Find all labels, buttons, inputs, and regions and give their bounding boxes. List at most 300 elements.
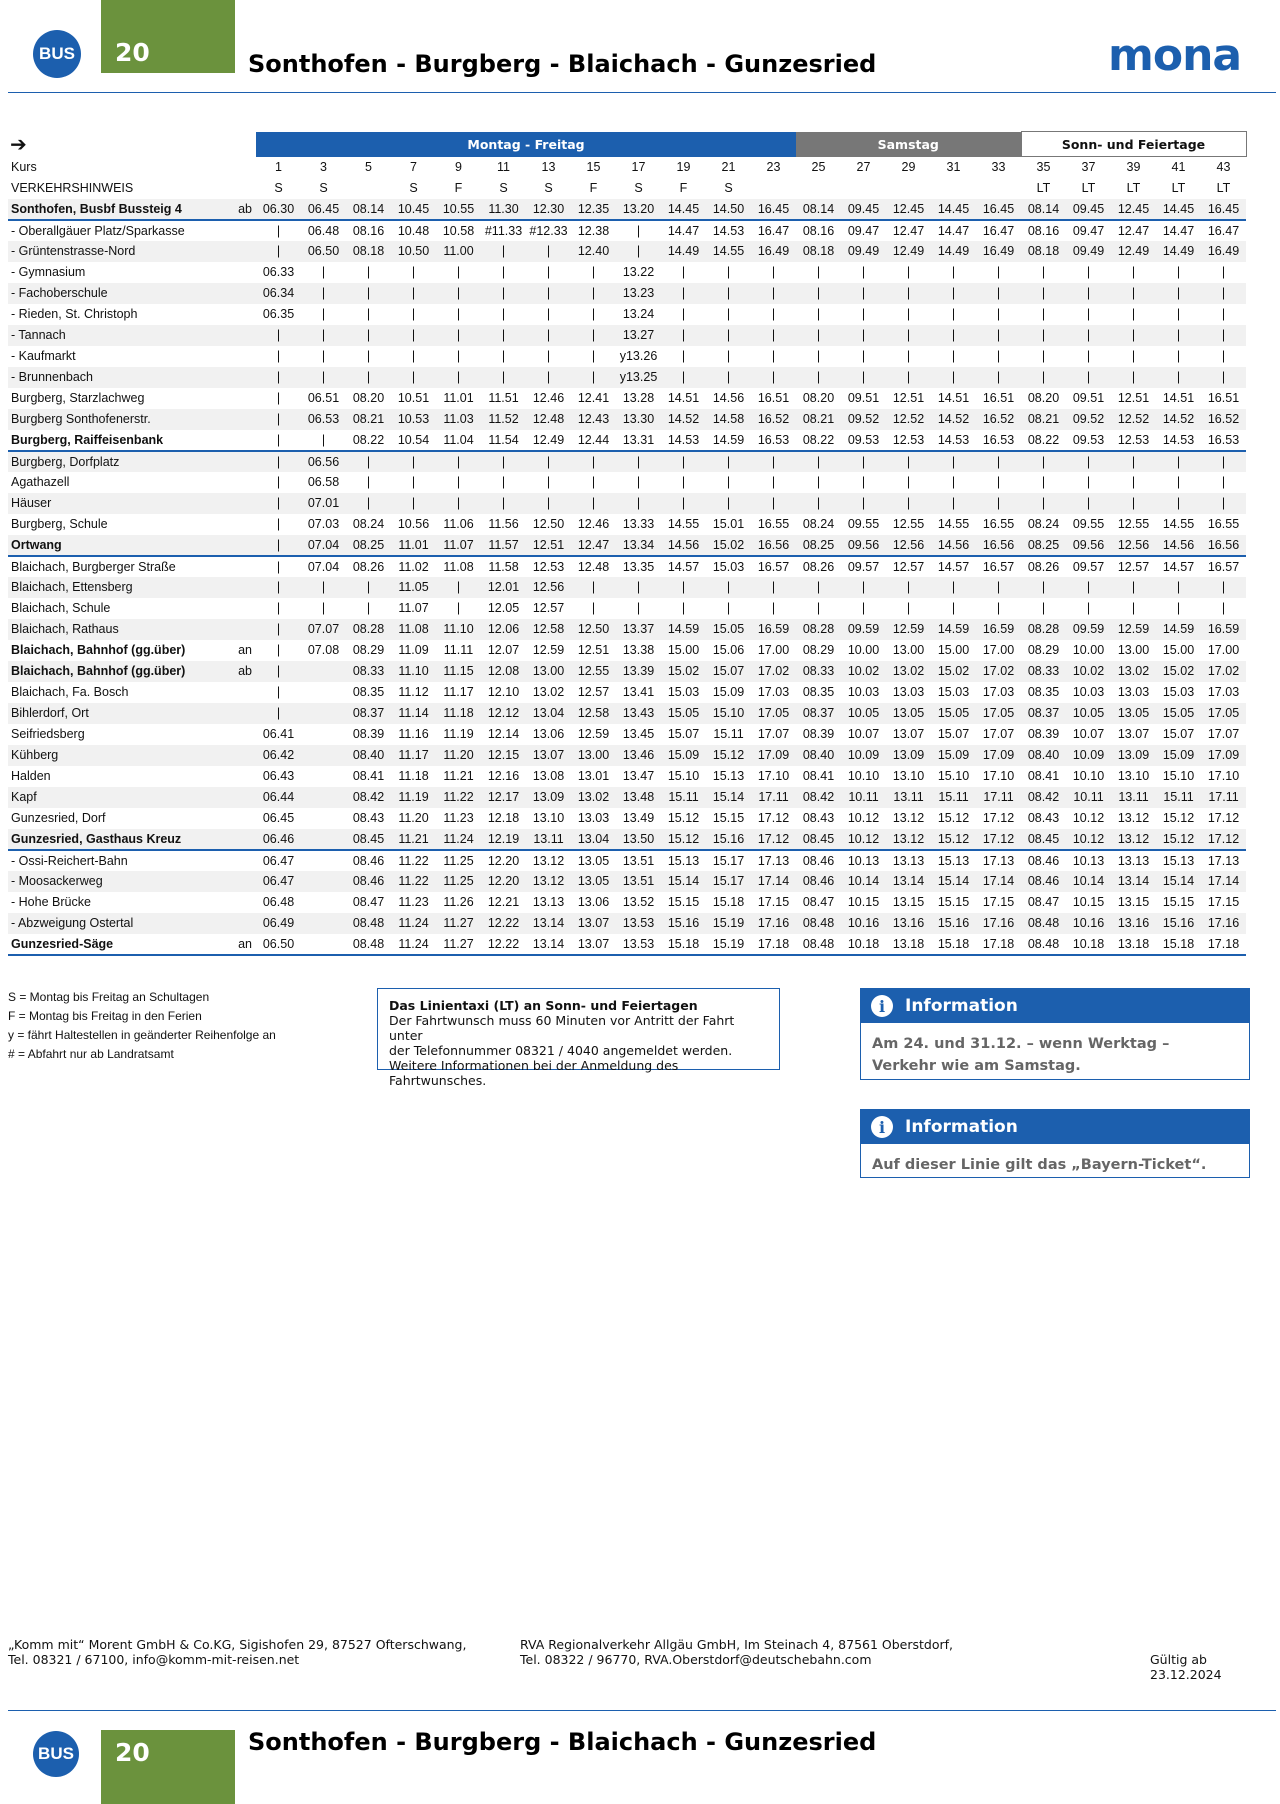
stop-row [8, 262, 1246, 283]
departure-time: | [996, 307, 1001, 321]
hinweis-code: S [409, 181, 418, 195]
departure-time: | [256, 661, 301, 682]
departure-time: 09.47 [1072, 223, 1105, 238]
departure-time: 11.12 [398, 685, 429, 699]
departure-time: 08.21 [346, 409, 391, 430]
stop-row [8, 472, 1246, 493]
departure-time: | [906, 475, 911, 489]
departure-time: 11.21 [443, 769, 474, 783]
departure-time: 06.45 [262, 811, 295, 825]
departure-time: | [1021, 367, 1066, 388]
departure-time: 15.00 [667, 643, 700, 657]
stop-name: Gunzesried, Gasthaus Kreuz [8, 829, 226, 850]
departure-time: | [931, 451, 976, 472]
departure-time: 08.46 [802, 853, 835, 868]
stop-row [8, 724, 1246, 745]
departure-time: | [571, 493, 616, 514]
departure-time: 08.48 [1021, 913, 1066, 934]
footer-line: Tel. 08321 / 67100, info@komm-mit-reisen.net [8, 1652, 300, 1667]
hinweis-label: VERKEHRSHINWEIS [11, 181, 134, 195]
departure-time: 06.35 [262, 307, 295, 321]
departure-time: 15.12 [667, 811, 700, 825]
arr-dep-marker [226, 472, 256, 493]
departure-time: 12.47 [1117, 223, 1150, 238]
departure-time: | [861, 349, 866, 363]
info-icon: i [871, 995, 893, 1017]
departure-time: 16.51 [1207, 391, 1240, 405]
departure-time: 13.07 [526, 745, 571, 766]
departure-time: 14.55 [937, 517, 970, 531]
departure-time: 12.58 [571, 703, 616, 724]
departure-time: 12.53 [532, 559, 565, 574]
departure-time: | [546, 349, 551, 363]
departure-time: 08.40 [796, 745, 841, 766]
departure-time: 15.18 [661, 934, 706, 955]
hinweis-code [796, 178, 841, 199]
departure-time: | [366, 475, 371, 489]
departure-time: 06.49 [256, 913, 301, 934]
departure-time: 15.19 [706, 913, 751, 934]
departure-time: | [526, 283, 571, 304]
departure-time: 08.46 [352, 853, 385, 868]
departure-time: | [1111, 451, 1156, 472]
kurs-number: 33 [991, 160, 1006, 174]
stop-row [8, 892, 1246, 913]
departure-time: 06.58 [307, 475, 340, 489]
departure-time: 17.13 [1207, 853, 1240, 868]
departure-time: | [456, 265, 461, 279]
departure-time: 17.05 [976, 703, 1021, 724]
departure-time: 12.52 [1111, 409, 1156, 430]
departure-time: 11.03 [436, 409, 481, 430]
departure-time: 08.16 [352, 223, 385, 238]
departure-time: 06.42 [256, 745, 301, 766]
departure-time: 07.03 [307, 517, 340, 531]
departure-time: 14.51 [937, 391, 970, 405]
stop-row [8, 514, 1246, 535]
legend-item: S = Montag bis Freitag an Schultagen [8, 990, 210, 1004]
stop-row [8, 934, 1246, 955]
departure-time: 16.49 [1201, 241, 1246, 262]
departure-time: 08.48 [796, 913, 841, 934]
bus-badge: BUS [33, 1731, 79, 1777]
stop-name: - Brunnenbach [8, 367, 226, 388]
stop-row [8, 661, 1246, 682]
stop-row [8, 409, 1246, 430]
departure-time: 06.34 [256, 283, 301, 304]
departure-time: | [951, 601, 956, 615]
departure-time: 09.57 [847, 559, 880, 574]
departure-time: 12.55 [571, 661, 616, 682]
departure-time: 09.57 [1072, 559, 1105, 574]
departure-time: 09.59 [841, 619, 886, 640]
departure-time: 11.24 [391, 934, 436, 955]
arr-dep-marker [226, 409, 256, 430]
departure-time: | [1201, 367, 1246, 388]
departure-time: 14.49 [661, 241, 706, 262]
departure-time: | [841, 577, 886, 598]
departure-time: | [1111, 367, 1156, 388]
departure-time: 08.22 [1021, 430, 1066, 451]
departure-time: 12.59 [886, 619, 931, 640]
departure-time: 08.48 [1021, 934, 1066, 955]
departure-time: 15.14 [931, 871, 976, 892]
departure-time: 07.04 [307, 559, 340, 574]
departure-time: | [321, 349, 326, 363]
stop-row [8, 913, 1246, 934]
kurs-label: Kurs [11, 160, 37, 174]
arr-dep-marker [226, 346, 256, 367]
departure-time: 09.55 [847, 517, 880, 531]
departure-time: 08.25 [796, 535, 841, 556]
stop-name: Burgberg, Schule [11, 517, 108, 531]
departure-time: | [841, 367, 886, 388]
departure-time: 17.16 [976, 913, 1021, 934]
departure-time: 10.11 [841, 787, 886, 808]
departure-time: 12.43 [571, 409, 616, 430]
hinweis-code: F [454, 181, 463, 195]
departure-time: | [1221, 307, 1226, 321]
departure-time: 17.05 [1201, 703, 1246, 724]
departure-time: 14.52 [1156, 409, 1201, 430]
departure-time: 15.07 [706, 661, 751, 682]
departure-time: | [1021, 325, 1066, 346]
departure-time: 13.35 [622, 559, 655, 574]
departure-time: 06.43 [262, 769, 295, 783]
stop-name: Gunzesried-Säge [8, 934, 226, 955]
arr-dep-marker [226, 724, 256, 745]
departure-time: 10.00 [847, 643, 880, 657]
departure-time: | [526, 241, 571, 262]
departure-time: 13.14 [1111, 871, 1156, 892]
departure-time: 11.54 [481, 430, 526, 451]
departure-time: 17.15 [757, 895, 790, 909]
departure-time: | [771, 307, 776, 321]
departure-time: 08.42 [796, 787, 841, 808]
departure-time: 10.51 [397, 391, 430, 405]
departure-time: | [796, 451, 841, 472]
departure-time: 17.12 [982, 811, 1015, 825]
departure-time: 15.14 [706, 787, 751, 808]
arr-dep-marker [226, 892, 256, 913]
departure-time: | [1176, 307, 1181, 321]
departure-time: 13.09 [526, 787, 571, 808]
stop-name: - Gymnasium [11, 265, 86, 279]
arr-dep-marker [226, 913, 256, 934]
stop-name: - Abzweigung Ostertal [8, 913, 226, 934]
departure-time: 14.55 [706, 241, 751, 262]
departure-time: 13.12 [1117, 811, 1150, 825]
departure-time: | [411, 349, 416, 363]
departure-time: 06.47 [256, 871, 301, 892]
departure-time: 13.00 [526, 661, 571, 682]
departure-time: | [1086, 349, 1091, 363]
departure-time: | [1221, 601, 1226, 615]
departure-time: 15.11 [713, 727, 744, 741]
stop-name: Kühberg [8, 745, 226, 766]
departure-time: 12.45 [886, 199, 931, 220]
departure-time: 16.53 [751, 430, 796, 451]
departure-time: | [951, 349, 956, 363]
hinweis-code: F [679, 181, 688, 195]
departure-time: 12.22 [481, 934, 526, 955]
departure-time: 10.05 [1066, 703, 1111, 724]
departure-time: | [996, 601, 1001, 615]
departure-time: 10.13 [1072, 853, 1105, 868]
departure-time: 13.30 [616, 409, 661, 430]
hinweis-code [886, 178, 931, 199]
departure-time: 09.53 [841, 430, 886, 451]
stop-row [8, 682, 1246, 703]
departure-time: 15.05 [931, 703, 976, 724]
departure-time: 16.53 [1201, 430, 1246, 451]
departure-time: 11.05 [391, 577, 436, 598]
info-box-holiday [860, 988, 1250, 1080]
stop-row [8, 199, 1246, 220]
departure-time: | [976, 283, 1021, 304]
departure-time: 11.18 [436, 703, 481, 724]
departure-time: 06.41 [262, 727, 295, 741]
departure-time: 13.04 [526, 703, 571, 724]
arr-dep-marker [226, 598, 256, 619]
kurs-number: 39 [1126, 160, 1141, 175]
stop-row [8, 745, 1246, 766]
departure-time: 17.10 [982, 769, 1015, 783]
departure-time: | [436, 577, 481, 598]
departure-time: | [931, 493, 976, 514]
arr-dep-marker [226, 577, 256, 598]
departure-time: 15.11 [931, 787, 976, 808]
departure-time: | [256, 703, 301, 724]
departure-time: 10.14 [1066, 871, 1111, 892]
departure-time: 15.18 [1156, 934, 1201, 955]
route-title: Sonthofen - Burgberg - Blaichach - Gunzesried [248, 1728, 877, 1756]
departure-time: 13.18 [886, 934, 931, 955]
departure-time: 09.49 [841, 241, 886, 262]
departure-time: | [1176, 601, 1181, 615]
departure-time: 09.45 [1066, 199, 1111, 220]
footer-line: Tel. 08322 / 96770, RVA.Oberstdorf@deutschebahn.com [520, 1652, 872, 1667]
stop-row [8, 493, 1246, 514]
departure-time: 08.21 [1021, 409, 1066, 430]
departure-time [301, 892, 346, 913]
stop-row [8, 577, 1246, 598]
departure-time: 13.45 [622, 727, 655, 741]
departure-time: | [571, 451, 616, 472]
departure-time: 12.51 [892, 391, 925, 405]
stop-name: - Rieden, St. Christoph [11, 307, 138, 321]
departure-time: | [816, 349, 821, 363]
departure-time: | [976, 451, 1021, 472]
departure-time: 07.07 [301, 619, 346, 640]
departure-time: 13.38 [622, 643, 655, 657]
departure-time: | [276, 643, 281, 657]
departure-time: | [751, 577, 796, 598]
stop-name: - Grüntenstrasse-Nord [8, 241, 226, 262]
departure-time: | [726, 265, 731, 279]
departure-time: | [276, 559, 281, 574]
line-number: 20 [101, 0, 235, 73]
departure-time: 14.59 [706, 430, 751, 451]
departure-time: 13.37 [616, 619, 661, 640]
departure-time: | [1086, 307, 1091, 321]
departure-time: 12.15 [481, 745, 526, 766]
departure-time: 10.16 [1066, 913, 1111, 934]
departure-time: 13.11 [886, 787, 931, 808]
departure-time: 17.12 [1207, 811, 1240, 825]
departure-time: 10.03 [1072, 685, 1105, 699]
departure-time: | [1041, 475, 1046, 489]
departure-time: | [886, 325, 931, 346]
departure-time: 13.02 [532, 685, 565, 699]
departure-time: 10.16 [841, 913, 886, 934]
departure-time: 14.53 [931, 430, 976, 451]
departure-time: 12.41 [577, 391, 610, 405]
line-number: 20 [101, 1730, 235, 1804]
departure-time: 10.54 [391, 430, 436, 451]
kurs-number: 27 [856, 160, 871, 174]
departure-time: 11.15 [436, 661, 481, 682]
departure-time: 17.18 [976, 934, 1021, 955]
departure-time: 08.20 [1027, 391, 1060, 405]
departure-time: 15.11 [1156, 787, 1201, 808]
departure-time [301, 766, 346, 787]
departure-time: 15.07 [937, 727, 970, 741]
departure-time: 13.16 [1111, 913, 1156, 934]
departure-time: 09.49 [1066, 241, 1111, 262]
departure-time: 17.14 [1201, 871, 1246, 892]
departure-time: 08.48 [346, 913, 391, 934]
departure-time: 11.51 [488, 391, 519, 405]
hinweis-code: S [499, 181, 508, 195]
departure-time: | [256, 619, 301, 640]
departure-time: 11.22 [436, 787, 481, 808]
departure-time: 11.07 [436, 535, 481, 556]
departure-time: 12.53 [886, 430, 931, 451]
arr-dep-marker [226, 220, 256, 241]
departure-time: 11.22 [398, 853, 429, 868]
departure-time: | [391, 367, 436, 388]
departure-time: 12.57 [532, 601, 565, 615]
departure-time: 12.59 [1111, 619, 1156, 640]
departure-time: 12.20 [487, 853, 520, 868]
departure-time: | [706, 367, 751, 388]
departure-time: 08.26 [1027, 559, 1060, 574]
departure-time: | [931, 577, 976, 598]
departure-time: | [1021, 577, 1066, 598]
stop-row [8, 598, 1246, 619]
mona-logo: mona [1108, 30, 1242, 81]
departure-time: | [346, 325, 391, 346]
departure-time: 16.57 [982, 559, 1015, 574]
departure-time: 13.15 [892, 895, 925, 909]
departure-time: 09.55 [1072, 517, 1105, 531]
departure-time: 08.25 [1021, 535, 1066, 556]
departure-time: | [681, 307, 686, 321]
departure-time: 17.02 [1201, 661, 1246, 682]
departure-time: 10.12 [841, 829, 886, 850]
departure-time: | [346, 451, 391, 472]
departure-time: | [1156, 451, 1201, 472]
departure-time: | [436, 325, 481, 346]
departure-time: 11.07 [398, 601, 429, 615]
departure-time: | [726, 601, 731, 615]
departure-time: 11.26 [443, 895, 474, 909]
departure-time: 11.18 [398, 769, 429, 783]
departure-time: | [301, 430, 346, 451]
departure-time: 17.13 [982, 853, 1015, 868]
taxi-line: Der Fahrtwunsch muss 60 Minuten vor Antritt der Fahrt unter [389, 1013, 735, 1043]
departure-time: | [481, 493, 526, 514]
stop-row [8, 241, 1246, 262]
departure-time: 15.15 [1162, 895, 1195, 909]
departure-time: 15.12 [931, 829, 976, 850]
departure-time: 17.03 [1207, 685, 1240, 699]
departure-time: 08.41 [1027, 769, 1060, 783]
departure-time: | [276, 349, 281, 363]
departure-time: 09.52 [841, 409, 886, 430]
departure-time: | [816, 307, 821, 321]
legend-item: y = fährt Haltestellen in geänderter Reihenfolge an [8, 1028, 276, 1042]
departure-time: 08.16 [802, 223, 835, 238]
departure-time: 10.02 [841, 661, 886, 682]
departure-time: 13.00 [1117, 643, 1150, 657]
kurs-number: 5 [365, 160, 372, 174]
departure-time: | [1066, 325, 1111, 346]
departure-time: 17.18 [751, 934, 796, 955]
departure-time: | [951, 475, 956, 489]
departure-time: 10.12 [1066, 829, 1111, 850]
departure-time: 08.42 [1021, 787, 1066, 808]
departure-time: | [1131, 475, 1136, 489]
departure-time: 08.40 [1021, 745, 1066, 766]
departure-time: 13.34 [616, 535, 661, 556]
departure-time: 16.59 [751, 619, 796, 640]
departure-time: | [456, 475, 461, 489]
departure-time: 13.52 [622, 895, 655, 909]
hinweis-code [841, 178, 886, 199]
spacer-cell [226, 132, 256, 157]
departure-time: 08.45 [796, 829, 841, 850]
departure-time: | [571, 325, 616, 346]
departure-time: 12.50 [571, 619, 616, 640]
departure-time: 08.20 [802, 391, 835, 405]
departure-time: 11.02 [398, 559, 429, 574]
departure-time: 12.57 [892, 559, 925, 574]
departure-time: 09.56 [841, 535, 886, 556]
departure-time: 16.56 [751, 535, 796, 556]
departure-time: 15.07 [1162, 727, 1195, 741]
stop-row [8, 556, 1246, 577]
departure-time: 16.52 [751, 409, 796, 430]
stop-row [8, 619, 1246, 640]
stop-row [8, 766, 1246, 787]
departure-time: | [906, 601, 911, 615]
stop-row [8, 451, 1246, 472]
departure-time: | [706, 577, 751, 598]
route-title: Sonthofen - Burgberg - Blaichach - Gunzesried [248, 50, 877, 78]
departure-time: | [906, 349, 911, 363]
departure-time: 17.12 [976, 829, 1021, 850]
departure-time: 08.48 [796, 934, 841, 955]
departure-time: 12.47 [571, 535, 616, 556]
arr-dep-marker [226, 871, 256, 892]
stop-name: - Moosackerweg [8, 871, 226, 892]
departure-time: | [456, 349, 461, 363]
departure-time: 14.52 [661, 409, 706, 430]
departure-time: | [591, 601, 596, 615]
arr-dep-marker [226, 619, 256, 640]
